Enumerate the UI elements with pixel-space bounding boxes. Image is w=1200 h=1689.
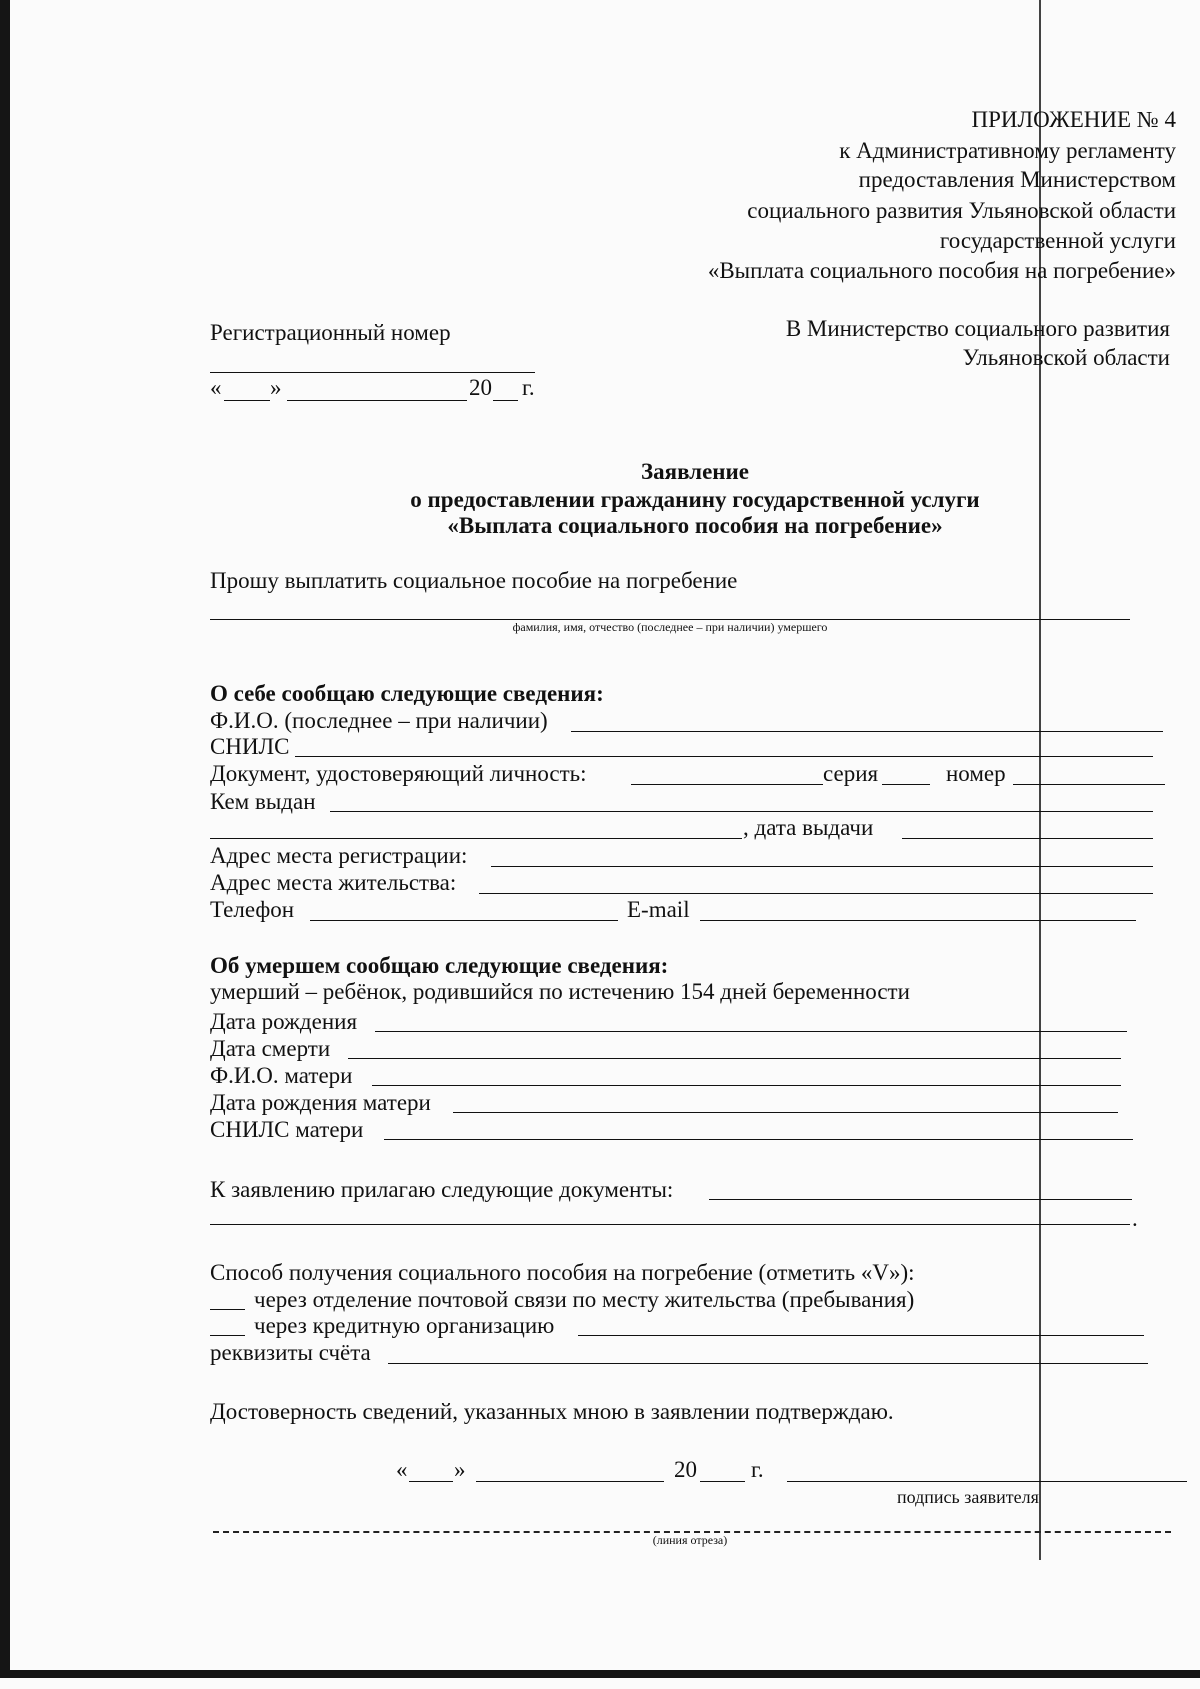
applicant-fio-field[interactable] [571, 731, 1163, 732]
addressee-line: Ульяновской области [962, 345, 1170, 370]
registration-label: Регистрационный номер [210, 320, 451, 345]
attachments-end-mark: . [1132, 1206, 1138, 1231]
payment-account-field[interactable] [388, 1363, 1148, 1364]
appendix-line: к Административному регламенту [839, 138, 1176, 163]
attachments-field[interactable] [709, 1199, 1132, 1200]
applicant-series-label: серия [823, 761, 879, 786]
deceased-death-date-label: Дата смерти [210, 1036, 331, 1061]
applicant-number-label: номер [946, 761, 1006, 786]
applicant-phone-field[interactable] [310, 920, 618, 921]
scan-edge-bottom [0, 1670, 1200, 1678]
deceased-death-date-field[interactable] [348, 1058, 1121, 1059]
deceased-mother-snils-field[interactable] [384, 1139, 1133, 1140]
payment-post-checkbox[interactable] [210, 1309, 245, 1310]
applicant-phone-label: Телефон [210, 897, 295, 922]
applicant-heading: О себе сообщаю следующие сведения: [210, 681, 604, 706]
registration-date-open-quote: « [210, 375, 222, 400]
payment-bank-checkbox[interactable] [210, 1335, 245, 1336]
applicant-snils-field[interactable] [295, 756, 1153, 757]
deceased-name-caption: фамилия, имя, отчество (последнее – при наличии) умершего [512, 620, 828, 634]
applicant-issued-by-field[interactable] [330, 811, 1153, 812]
addressee-line: В Министерство социального развития [785, 316, 1170, 341]
applicant-reg-address-field[interactable] [491, 866, 1153, 867]
appendix-line: «Выплата социального пособия на погребение» [707, 258, 1176, 283]
deceased-heading: Об умершем сообщаю следующие сведения: [210, 953, 669, 978]
signature-caption: подпись заявителя [897, 1487, 1039, 1507]
cut-line-caption: (линия отреза) [652, 1533, 728, 1547]
confirmation-date-open-quote: « [396, 1457, 408, 1482]
deceased-mother-fio-label: Ф.И.О. матери [210, 1063, 353, 1088]
request-text: Прошу выплатить социальное пособие на погребение [210, 568, 738, 593]
confirmation-text: Достоверность сведений, указанных мною в заявлении подтверждаю. [210, 1399, 894, 1424]
applicant-fio-label: Ф.И.О. (последнее – при наличии) [210, 708, 548, 733]
applicant-document-label: Документ, удостоверяющий личность: [210, 761, 587, 786]
deceased-mother-fio-field[interactable] [372, 1085, 1121, 1086]
appendix-line: предоставления Министерством [858, 167, 1176, 192]
form-subtitle: «Выплата социального пособия на погребение» [447, 513, 943, 538]
registration-year-suffix: г. [522, 375, 535, 400]
deceased-birth-date-label: Дата рождения [210, 1009, 358, 1034]
applicant-issue-date-field[interactable] [902, 838, 1153, 839]
applicant-reg-address-label: Адрес места регистрации: [210, 843, 468, 868]
registration-date-close-quote: » [270, 375, 282, 400]
registration-number-field[interactable] [210, 372, 535, 373]
confirmation-day-field[interactable] [409, 1481, 453, 1482]
deceased-mother-birth-label: Дата рождения матери [210, 1090, 431, 1115]
confirmation-year-prefix: 20 [674, 1457, 697, 1482]
confirmation-month-field[interactable] [476, 1481, 664, 1482]
confirmation-year-suffix: г. [751, 1457, 764, 1482]
deceased-note: умерший – ребёнок, родившийся по истечению 154 дней беременности [210, 979, 910, 1004]
deceased-mother-birth-field[interactable] [453, 1112, 1118, 1113]
registration-year-prefix: 20 [469, 375, 492, 400]
applicant-document-field[interactable] [631, 784, 823, 785]
applicant-email-field[interactable] [700, 920, 1136, 921]
applicant-issued-by-label: Кем выдан [210, 789, 316, 814]
applicant-issue-date-label: , дата выдачи [743, 815, 874, 840]
payment-bank-label: через кредитную организацию [254, 1313, 555, 1338]
payment-post-label: через отделение почтовой связи по месту жительства (пребывания) [254, 1287, 915, 1312]
registration-year-field[interactable] [493, 400, 518, 401]
registration-day-field[interactable] [224, 400, 270, 401]
confirmation-year-field[interactable] [700, 1481, 745, 1482]
payment-account-label: реквизиты счёта [210, 1340, 371, 1365]
attachments-label: К заявлению прилагаю следующие документы: [210, 1177, 674, 1202]
form-subtitle: о предоставлении гражданину государственной услуги [410, 487, 980, 512]
attachments-field-continued[interactable] [210, 1224, 1130, 1225]
deceased-mother-snils-label: СНИЛС матери [210, 1117, 364, 1142]
deceased-birth-date-field[interactable] [375, 1031, 1127, 1032]
applicant-res-address-field[interactable] [479, 893, 1153, 894]
payment-bank-name-field[interactable] [578, 1335, 1144, 1336]
form-title: Заявление [640, 459, 750, 484]
appendix-number: ПРИЛОЖЕНИЕ № 4 [971, 107, 1176, 132]
registration-month-field[interactable] [287, 400, 467, 401]
appendix-line: государственной услуги [939, 228, 1176, 253]
payment-heading: Способ получения социального пособия на погребение (отметить «V»): [210, 1260, 915, 1285]
applicant-email-label: E-mail [627, 897, 690, 922]
applicant-snils-label: СНИЛС [210, 734, 290, 759]
applicant-number-field[interactable] [1013, 784, 1165, 785]
confirmation-date-close-quote: » [454, 1457, 466, 1482]
applicant-series-field[interactable] [882, 784, 930, 785]
signature-field[interactable] [787, 1481, 1187, 1482]
appendix-line: социального развития Ульяновской области [747, 198, 1176, 223]
applicant-res-address-label: Адрес места жительства: [210, 870, 457, 895]
scan-edge-left [0, 0, 10, 1676]
applicant-issued-by-field-continued[interactable] [210, 838, 742, 839]
